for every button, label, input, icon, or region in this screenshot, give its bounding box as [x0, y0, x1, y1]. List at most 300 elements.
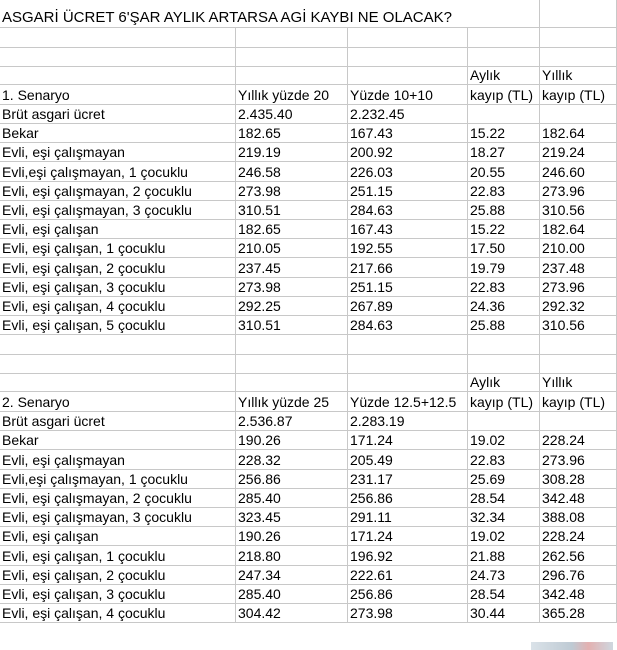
row-label-text: Evli, eşi çalışmayan [2, 144, 125, 161]
table-row [0, 470, 617, 489]
empty-cell[interactable] [540, 355, 617, 374]
sheet-title-text: ASGARİ ÜCRET 6'ŞAR AYLIK ARTARSA AGİ KAYBI NE OLACAK? [2, 9, 452, 26]
row-monthly-loss-text: 22.83 [470, 278, 506, 295]
row-label[interactable] [0, 124, 236, 143]
table-row [0, 508, 617, 527]
row-yearly-loss[interactable] [540, 470, 617, 489]
empty-cell[interactable] [468, 28, 540, 48]
empty-cell[interactable] [236, 28, 348, 48]
row-col1[interactable] [236, 585, 348, 604]
scenario-name[interactable] [0, 85, 236, 105]
row-col2-text: 256.86 [350, 489, 393, 506]
empty-cell[interactable] [348, 335, 468, 355]
empty-cell[interactable] [468, 355, 540, 374]
scenario1-header-top-row [0, 67, 617, 85]
gross-label-text: Brüt asgari ücret [2, 413, 105, 430]
row-yearly-loss-text: 342.48 [542, 585, 585, 602]
row-col2[interactable] [348, 470, 468, 489]
row-monthly-loss-text: 22.83 [470, 182, 506, 199]
empty-cell[interactable] [468, 335, 540, 355]
row-label-text: Evli, eşi çalışan, 4 çocuklu [2, 297, 166, 314]
row-yearly-loss-text: 365.28 [542, 605, 585, 622]
row-col1-text: 246.58 [238, 163, 281, 180]
row-col2[interactable] [348, 124, 468, 143]
row-yearly-loss[interactable] [540, 527, 617, 546]
empty-cell[interactable] [348, 355, 468, 374]
row-yearly-loss[interactable] [540, 546, 617, 565]
row-yearly-loss[interactable] [540, 508, 617, 527]
row-col1-text: 190.26 [238, 528, 281, 545]
empty-cell[interactable] [0, 67, 236, 85]
row-col1[interactable] [236, 297, 348, 316]
row-monthly-loss[interactable] [468, 489, 540, 508]
header-yearly-top[interactable] [540, 67, 617, 85]
row-yearly-loss-text: 228.24 [542, 528, 585, 545]
row-monthly-loss[interactable] [468, 124, 540, 143]
row-col1[interactable] [236, 527, 348, 546]
row-col2-text: 217.66 [350, 259, 393, 276]
row-yearly-loss[interactable] [540, 201, 617, 220]
gross-col2[interactable] [348, 412, 468, 431]
row-monthly-loss[interactable] [468, 162, 540, 181]
row-label[interactable] [0, 431, 236, 450]
row-label[interactable] [0, 220, 236, 239]
row-monthly-loss[interactable] [468, 278, 540, 297]
row-yearly-loss-text: 237.48 [542, 259, 585, 276]
row-yearly-loss[interactable] [540, 431, 617, 450]
header-yearly[interactable] [540, 392, 617, 412]
header-col1[interactable] [236, 392, 348, 412]
table-row [0, 162, 617, 181]
row-monthly-loss[interactable] [468, 450, 540, 469]
row-monthly-loss[interactable] [468, 527, 540, 546]
row-label[interactable] [0, 566, 236, 585]
row-monthly-loss-text: 25.69 [470, 470, 506, 487]
row-col2[interactable] [348, 450, 468, 469]
row-col2-text: 167.43 [350, 125, 393, 142]
row-col1[interactable] [236, 143, 348, 162]
header-col2-text: Yüzde 12.5+12.5 [350, 394, 457, 411]
row-yearly-loss-text: 273.96 [542, 182, 585, 199]
header-col1-text: Yıllık yüzde 25 [238, 394, 330, 411]
empty-cell[interactable] [236, 355, 348, 374]
row-monthly-loss-text: 15.22 [470, 125, 506, 142]
header-col1[interactable] [236, 85, 348, 105]
empty-cell[interactable] [540, 28, 617, 48]
row-label-text: Evli, eşi çalışan, 3 çocuklu [2, 278, 166, 295]
header-monthly-text: kayıp (TL) [470, 394, 534, 411]
row-col1[interactable] [236, 201, 348, 220]
empty-cell[interactable] [236, 48, 348, 67]
table-row [0, 239, 617, 258]
row-yearly-loss-text: 182.64 [542, 221, 585, 238]
row-label-text: Evli, eşi çalışmayan, 2 çocuklu [2, 489, 192, 506]
empty-cell[interactable] [236, 335, 348, 355]
row-monthly-loss[interactable] [468, 566, 540, 585]
empty-cell[interactable] [540, 105, 617, 124]
row-col1[interactable] [236, 566, 348, 585]
row-monthly-loss[interactable] [468, 604, 540, 623]
row-col1[interactable] [236, 508, 348, 527]
row-label[interactable] [0, 527, 236, 546]
header-monthly-top[interactable] [468, 67, 540, 85]
gross-label[interactable] [0, 105, 236, 124]
row-yearly-loss-text: 342.48 [542, 489, 585, 506]
gross-col1-text: 2.435.40 [238, 106, 293, 122]
row-yearly-loss[interactable] [540, 278, 617, 297]
row-label[interactable] [0, 239, 236, 258]
gross-col1-text: 2.536.87 [238, 413, 293, 430]
header-col1-text: Yıllık yüzde 20 [238, 87, 330, 103]
row-monthly-loss-text: 21.88 [470, 547, 506, 564]
row-col1-text: 304.42 [238, 605, 281, 622]
row-col1[interactable] [236, 162, 348, 181]
row-yearly-loss[interactable] [540, 258, 617, 277]
blank-row [0, 335, 617, 355]
row-col2-text: 222.61 [350, 566, 393, 583]
row-label-text: Evli, eşi çalışmayan, 3 çocuklu [2, 201, 192, 218]
row-yearly-loss-text: 308.28 [542, 470, 585, 487]
row-col1-text: 210.05 [238, 240, 281, 257]
scenario2-gross-row [0, 412, 617, 431]
row-label[interactable] [0, 182, 236, 201]
row-col2[interactable] [348, 546, 468, 565]
row-yearly-loss-text: 296.76 [542, 566, 585, 583]
row-col2-text: 171.24 [350, 528, 393, 545]
row-yearly-loss[interactable] [540, 316, 617, 335]
row-yearly-loss-text: 210.00 [542, 240, 585, 257]
row-label-text: Bekar [2, 432, 39, 449]
row-col1[interactable] [236, 470, 348, 489]
row-col2[interactable] [348, 489, 468, 508]
row-yearly-loss-text: 219.24 [542, 144, 585, 161]
header-monthly-top[interactable] [468, 374, 540, 392]
row-monthly-loss-text: 28.54 [470, 585, 506, 602]
empty-cell[interactable] [348, 28, 468, 48]
header-yearly[interactable] [540, 85, 617, 105]
row-label-text: Evli,eşi çalışmayan, 1 çocuklu [2, 163, 188, 180]
scenario1-header-row [0, 85, 617, 105]
header-yearly-text: kayıp (TL) [542, 394, 606, 411]
header-monthly-text: kayıp (TL) [470, 87, 534, 103]
row-yearly-loss[interactable] [540, 585, 617, 604]
gross-col2-text: 2.283.19 [350, 413, 405, 430]
table-row [0, 527, 617, 546]
empty-cell[interactable] [0, 335, 236, 355]
row-monthly-loss-text: 20.55 [470, 163, 506, 180]
row-col2-text: 205.49 [350, 451, 393, 468]
row-col1[interactable] [236, 316, 348, 335]
row-col2[interactable] [348, 239, 468, 258]
row-col2[interactable] [348, 316, 468, 335]
row-col2[interactable] [348, 508, 468, 527]
row-yearly-loss[interactable] [540, 143, 617, 162]
row-label-text: Evli, eşi çalışan, 3 çocuklu [2, 585, 166, 602]
table-row [0, 450, 617, 469]
table-row [0, 604, 617, 623]
row-monthly-loss-text: 32.34 [470, 509, 506, 526]
empty-cell[interactable] [540, 412, 617, 431]
row-yearly-loss[interactable] [540, 182, 617, 201]
row-monthly-loss-text: 25.88 [470, 317, 506, 334]
row-col1[interactable] [236, 182, 348, 201]
empty-cell[interactable] [236, 67, 348, 85]
header-monthly[interactable] [468, 85, 540, 105]
row-col2-text: 171.24 [350, 432, 393, 449]
row-label[interactable] [0, 143, 236, 162]
row-label[interactable] [0, 258, 236, 277]
row-col1-text: 182.65 [238, 125, 281, 142]
row-yearly-loss[interactable] [540, 604, 617, 623]
row-label[interactable] [0, 316, 236, 335]
header-yearly-text: kayıp (TL) [542, 87, 606, 103]
row-label-text: Evli, eşi çalışan [2, 221, 99, 238]
header-yearly-top-text: Yıllık [542, 67, 573, 83]
row-col2-text: 256.86 [350, 585, 393, 602]
gross-col2[interactable] [348, 105, 468, 124]
row-label-text: Evli, eşi çalışan, 1 çocuklu [2, 547, 166, 564]
empty-cell[interactable] [540, 335, 617, 355]
row-label-text: Evli, eşi çalışan, 1 çocuklu [2, 240, 166, 257]
row-col1-text: 237.45 [238, 259, 281, 276]
blank-row [0, 355, 617, 374]
row-label[interactable] [0, 489, 236, 508]
header-col2-text: Yüzde 10+10 [350, 87, 433, 103]
row-yearly-loss-text: 262.56 [542, 547, 585, 564]
row-col2-text: 284.63 [350, 201, 393, 218]
row-col1[interactable] [236, 604, 348, 623]
row-col2-text: 192.55 [350, 240, 393, 257]
empty-cell[interactable] [540, 48, 617, 67]
title-row [0, 0, 617, 28]
header-yearly-top[interactable] [540, 374, 617, 392]
row-monthly-loss[interactable] [468, 316, 540, 335]
row-monthly-loss[interactable] [468, 585, 540, 604]
row-yearly-loss[interactable] [540, 162, 617, 181]
row-monthly-loss[interactable] [468, 201, 540, 220]
row-label[interactable] [0, 162, 236, 181]
row-col2[interactable] [348, 258, 468, 277]
table-row [0, 585, 617, 604]
row-col1[interactable] [236, 239, 348, 258]
row-label[interactable] [0, 297, 236, 316]
header-monthly-top-text: Aylık [470, 374, 501, 391]
row-col2-text: 251.15 [350, 278, 393, 295]
gross-label-text: Brüt asgari ücret [2, 106, 105, 122]
row-col2[interactable] [348, 278, 468, 297]
row-col1-text: 285.40 [238, 489, 281, 506]
row-yearly-loss-text: 246.60 [542, 163, 585, 180]
row-col1-text: 218.80 [238, 547, 281, 564]
table-row [0, 316, 617, 335]
row-monthly-loss-text: 24.36 [470, 297, 506, 314]
row-col2-text: 251.15 [350, 182, 393, 199]
row-col2[interactable] [348, 220, 468, 239]
table-row [0, 431, 617, 450]
row-monthly-loss-text: 17.50 [470, 240, 506, 257]
row-yearly-loss-text: 228.24 [542, 432, 585, 449]
row-col1-text: 228.32 [238, 451, 281, 468]
row-yearly-loss-text: 388.08 [542, 509, 585, 526]
row-col2-text: 196.92 [350, 547, 393, 564]
row-yearly-loss[interactable] [540, 489, 617, 508]
row-col2[interactable] [348, 527, 468, 546]
row-label-text: Evli, eşi çalışmayan, 2 çocuklu [2, 182, 192, 199]
gross-label[interactable] [0, 412, 236, 431]
row-col1-text: 285.40 [238, 585, 281, 602]
sheet-title[interactable] [0, 0, 540, 28]
row-yearly-loss-text: 182.64 [542, 125, 585, 142]
table-row [0, 220, 617, 239]
empty-cell[interactable] [0, 48, 236, 67]
row-label-text: Evli, eşi çalışmayan, 3 çocuklu [2, 509, 192, 526]
table-row [0, 124, 617, 143]
row-monthly-loss[interactable] [468, 182, 540, 201]
row-yearly-loss[interactable] [540, 220, 617, 239]
empty-cell[interactable] [468, 412, 540, 431]
empty-cell[interactable] [0, 355, 236, 374]
empty-cell[interactable] [0, 374, 236, 392]
row-monthly-loss[interactable] [468, 508, 540, 527]
row-col2[interactable] [348, 585, 468, 604]
row-label-text: Evli,eşi çalışmayan, 1 çocuklu [2, 470, 188, 487]
row-label-text: Evli, eşi çalışan, 4 çocuklu [2, 605, 166, 622]
empty-cell[interactable] [540, 0, 617, 28]
header-col2[interactable] [348, 85, 468, 105]
row-monthly-loss-text: 28.54 [470, 489, 506, 506]
row-monthly-loss-text: 25.88 [470, 201, 506, 218]
row-label-text: Evli, eşi çalışmayan [2, 451, 125, 468]
empty-cell[interactable] [0, 28, 236, 48]
row-col2-text: 267.89 [350, 297, 393, 314]
row-monthly-loss[interactable] [468, 546, 540, 565]
row-monthly-loss-text: 18.27 [470, 144, 506, 161]
row-col1[interactable] [236, 450, 348, 469]
row-col2[interactable] [348, 143, 468, 162]
row-col1-text: 273.98 [238, 278, 281, 295]
row-monthly-loss[interactable] [468, 258, 540, 277]
header-monthly[interactable] [468, 392, 540, 412]
row-label[interactable] [0, 604, 236, 623]
row-col2-text: 291.11 [350, 509, 392, 526]
row-label-text: Evli, eşi çalışan [2, 528, 99, 545]
row-label[interactable] [0, 546, 236, 565]
row-label[interactable] [0, 278, 236, 297]
row-yearly-loss-text: 273.96 [542, 278, 585, 295]
empty-cell[interactable] [468, 48, 540, 67]
row-col1[interactable] [236, 124, 348, 143]
row-col1[interactable] [236, 431, 348, 450]
table-row [0, 546, 617, 565]
row-monthly-loss-text: 24.73 [470, 566, 506, 583]
header-yearly-top-text: Yıllık [542, 374, 573, 391]
row-col1[interactable] [236, 220, 348, 239]
row-monthly-loss-text: 19.02 [470, 432, 506, 449]
row-col1[interactable] [236, 489, 348, 508]
row-yearly-loss[interactable] [540, 124, 617, 143]
row-col1[interactable] [236, 258, 348, 277]
row-monthly-loss-text: 19.02 [470, 528, 506, 545]
row-label[interactable] [0, 470, 236, 489]
empty-cell[interactable] [468, 105, 540, 124]
row-monthly-loss-text: 30.44 [470, 605, 506, 622]
scenario-name-text: 1. Senaryo [2, 87, 70, 103]
blank-row [0, 48, 617, 67]
row-yearly-loss[interactable] [540, 450, 617, 469]
row-col2[interactable] [348, 604, 468, 623]
empty-cell[interactable] [348, 374, 468, 392]
row-col2[interactable] [348, 431, 468, 450]
scenario-name[interactable] [0, 392, 236, 412]
row-label[interactable] [0, 450, 236, 469]
row-yearly-loss-text: 310.56 [542, 201, 585, 218]
row-col1-text: 182.65 [238, 221, 281, 238]
row-yearly-loss-text: 292.32 [542, 297, 585, 314]
row-monthly-loss[interactable] [468, 431, 540, 450]
header-col2[interactable] [348, 392, 468, 412]
row-monthly-loss[interactable] [468, 297, 540, 316]
row-col1-text: 310.51 [238, 201, 281, 218]
row-label-text: Evli, eşi çalışan, 5 çocuklu [2, 317, 166, 334]
row-yearly-loss[interactable] [540, 239, 617, 258]
table-row [0, 182, 617, 201]
empty-cell[interactable] [236, 374, 348, 392]
row-monthly-loss[interactable] [468, 220, 540, 239]
table-row [0, 297, 617, 316]
row-col2[interactable] [348, 566, 468, 585]
row-label[interactable] [0, 201, 236, 220]
row-label-text: Evli, eşi çalışan, 2 çocuklu [2, 566, 166, 583]
row-col1-text: 323.45 [238, 509, 281, 526]
row-col1[interactable] [236, 546, 348, 565]
row-monthly-loss[interactable] [468, 470, 540, 489]
row-monthly-loss-text: 22.83 [470, 451, 506, 468]
row-yearly-loss[interactable] [540, 297, 617, 316]
gross-col1[interactable] [236, 105, 348, 124]
gross-col1[interactable] [236, 412, 348, 431]
row-col2[interactable] [348, 162, 468, 181]
row-monthly-loss-text: 19.79 [470, 259, 506, 276]
empty-cell[interactable] [348, 48, 468, 67]
row-col2-text: 200.92 [350, 144, 393, 161]
row-label-text: Bekar [2, 125, 39, 142]
row-col2-text: 226.03 [350, 163, 393, 180]
watermark-strip [531, 642, 613, 650]
header-monthly-top-text: Aylık [470, 67, 501, 83]
row-col1-text: 310.51 [238, 317, 281, 334]
row-col2[interactable] [348, 201, 468, 220]
row-col1[interactable] [236, 278, 348, 297]
row-yearly-loss[interactable] [540, 566, 617, 585]
scenario2-header-row [0, 392, 617, 412]
gross-col2-text: 2.232.45 [350, 106, 405, 122]
row-label[interactable] [0, 585, 236, 604]
row-monthly-loss[interactable] [468, 239, 540, 258]
row-col1-text: 190.26 [238, 432, 281, 449]
table-row [0, 566, 617, 585]
empty-cell[interactable] [348, 67, 468, 85]
row-col2[interactable] [348, 182, 468, 201]
row-col2-text: 231.17 [350, 470, 393, 487]
row-col2[interactable] [348, 297, 468, 316]
row-col1-text: 247.34 [238, 566, 281, 583]
row-col2-text: 273.98 [350, 605, 393, 622]
row-col1-text: 219.19 [238, 144, 281, 161]
row-label[interactable] [0, 508, 236, 527]
row-label-text: Evli, eşi çalışan, 2 çocuklu [2, 259, 166, 276]
table-row [0, 143, 617, 162]
row-monthly-loss[interactable] [468, 143, 540, 162]
